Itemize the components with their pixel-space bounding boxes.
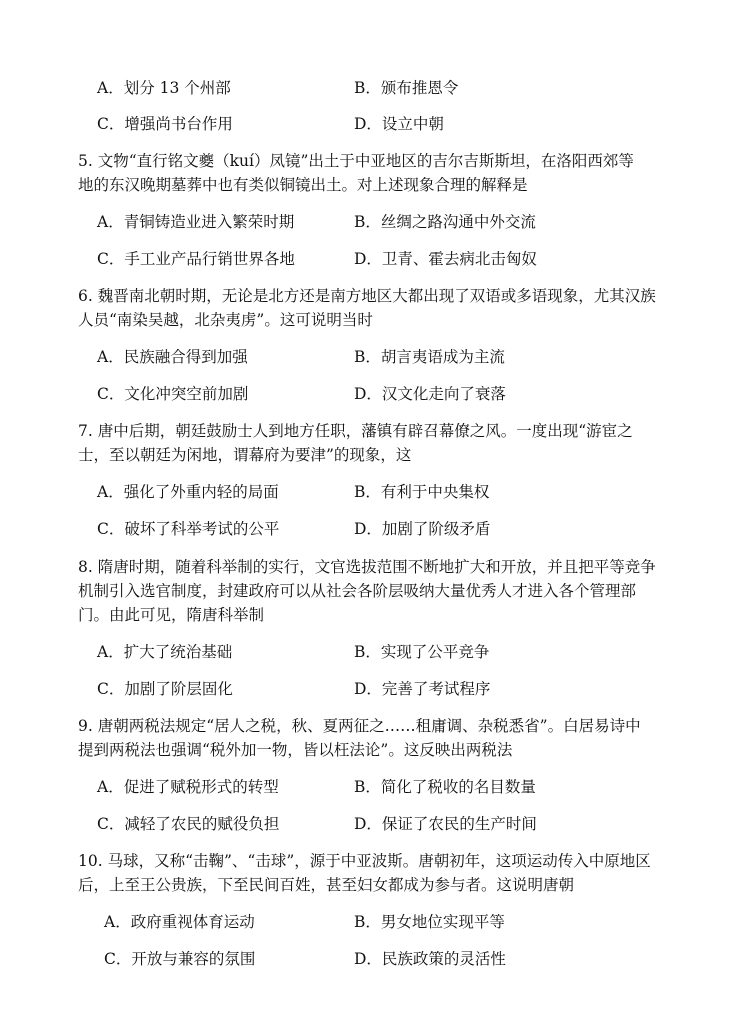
q5-stem-line-1: 5. 文物“直行铭文夔（kuí）凤镜”出土于中亚地区的吉尔吉斯斯坦，在洛阳西郊等 (78, 152, 634, 170)
q5-option-d: D．卫青、霍去病北击匈奴 (354, 250, 537, 268)
q7-options-row-2 (0, 517, 744, 541)
q10-option-a: A．政府重视体育运动 (104, 913, 255, 931)
q5-option-b: B．丝绸之路沟通中外交流 (354, 213, 536, 231)
q6-stem (78, 284, 668, 332)
q8-stem-line-1: 8. 隋唐时期，随着科举制的实行，文官选拔范围不断地扩大和开放，并且把平等竞争 (78, 558, 656, 576)
q7-options-row-1 (0, 480, 744, 504)
q4-option-b: B．颁布推恩令 (354, 79, 459, 97)
q4-option-a: A．划分 13 个州部 (97, 79, 231, 97)
q8-option-c: C．加剧了阶层固化 (97, 680, 233, 698)
q9-stem-line-1: 9. 唐朝两税法规定“居人之税，秋、夏两征之……租庸调、杂税悉省”。白居易诗中 (78, 717, 641, 735)
q10-stem (78, 849, 668, 897)
q7-option-a: A．强化了外重内轻的局面 (97, 483, 279, 501)
q5-options-row-2 (0, 247, 744, 271)
q7-option-d: D．加剧了阶级矛盾 (354, 520, 491, 538)
q9-options-row-2 (0, 812, 744, 836)
q10-options-row-2 (0, 947, 744, 971)
q8-options-row-2 (0, 677, 744, 701)
q10-option-c: C．开放与兼容的氛围 (104, 950, 256, 968)
q4-options-row-1 (0, 76, 744, 100)
q10-stem-line-2: 后，上至王公贵族，下至民间百姓，甚至妇女都成为参与者。这说明唐朝 (78, 876, 575, 894)
q7-stem (78, 419, 668, 467)
q9-option-a: A．促进了赋税形式的转型 (97, 778, 279, 796)
q6-option-d: D．汉文化走向了衰落 (354, 385, 506, 403)
q6-option-a: A．民族融合得到加强 (97, 348, 248, 366)
q7-option-b: B．有利于中央集权 (354, 483, 490, 501)
q8-options-row-1 (0, 640, 744, 664)
q6-options-row-1 (0, 345, 744, 369)
q5-option-c: C．手工业产品行销世界各地 (97, 250, 295, 268)
q5-options-row-1 (0, 210, 744, 234)
q4-option-c: C．增强尚书台作用 (97, 115, 233, 133)
q10-options-row-1 (0, 910, 744, 934)
q5-stem-line-2: 地的东汉晚期墓葬中也有类似铜镜出土。对上述现象合理的解释是 (78, 176, 528, 194)
q9-stem (78, 714, 668, 762)
q6-option-c: C．文化冲突空前加剧 (97, 385, 249, 403)
q7-stem-line-1: 7. 唐中后期，朝廷鼓励士人到地方任职，藩镇有辟召幕僚之风。一度出现“游宦之 (78, 422, 633, 440)
q9-stem-line-2: 提到两税法也强调“税外加一物，皆以枉法论”。这反映出两税法 (78, 741, 513, 759)
q8-stem-line-3: 门。由此可见，隋唐科举制 (78, 606, 265, 624)
q8-option-a: A．扩大了统治基础 (97, 643, 233, 661)
q5-option-a: A．青铜铸造业进入繁荣时期 (97, 213, 295, 231)
q9-options-row-1 (0, 775, 744, 799)
q5-stem (78, 149, 668, 197)
q6-option-b: B．胡言夷语成为主流 (354, 348, 505, 366)
q7-stem-line-2: 士，至以朝廷为闲地，谓幕府为要津”的现象，这 (78, 446, 412, 464)
q9-option-d: D．保证了农民的生产时间 (354, 815, 537, 833)
q4-option-d: D．设立中朝 (354, 115, 444, 133)
q6-stem-line-1: 6. 魏晋南北朝时期，无论是北方还是南方地区大都出现了双语或多语现象，尤其汉族 (78, 287, 656, 305)
q10-stem-line-1: 10. 马球，又称“击鞠”、“击球”，源于中亚波斯。唐朝初年，这项运动传入中原地区 (78, 852, 651, 870)
q7-option-c: C．破坏了科举考试的公平 (97, 520, 280, 538)
q6-stem-line-2: 人员“南染吴越，北杂夷虏”。这可说明当时 (78, 311, 373, 329)
q8-option-d: D．完善了考试程序 (354, 680, 491, 698)
q8-stem-line-2: 机制引入选官制度，封建政府可以从社会各阶层吸纳大量优秀人才进入各个管理部 (78, 582, 637, 600)
q10-option-d: D．民族政策的灵活性 (354, 950, 506, 968)
q10-option-b: B．男女地位实现平等 (354, 913, 505, 931)
q8-stem (78, 555, 668, 627)
q4-options-row-2 (0, 112, 744, 136)
q6-options-row-2 (0, 382, 744, 406)
q9-option-b: B．简化了税收的名目数量 (354, 778, 536, 796)
q8-option-b: B．实现了公平竞争 (354, 643, 490, 661)
q9-option-c: C．减轻了农民的赋役负担 (97, 815, 280, 833)
